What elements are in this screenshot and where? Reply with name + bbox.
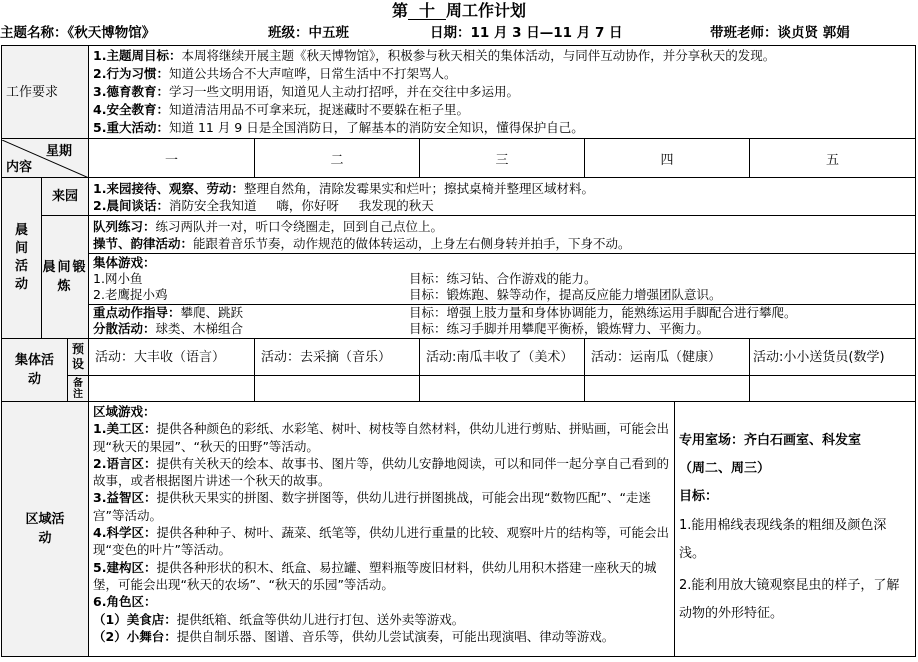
area-item: 1.美工区：提供各种颜色的彩纸、水彩笔、树叶、树枝等自然材料，供幼儿进行剪贴、拼贴画，可能会出现“秋天的果园”、“秋天的田野”等活动。	[93, 421, 669, 454]
week-number: 十	[408, 3, 446, 20]
games-head: 集体游戏：	[93, 255, 156, 270]
arrival-row	[2, 178, 916, 216]
area-content	[89, 402, 675, 657]
games-row	[2, 254, 916, 339]
area-activity-row	[2, 402, 916, 657]
day-friday: 五	[750, 139, 916, 178]
role-item: （1）美食店：提供纸箱、纸盒等供幼儿进行打包、送外卖等游戏。	[93, 611, 465, 627]
role-head: 6.角色区：	[93, 594, 157, 610]
title-suffix: 周工作计划	[446, 1, 527, 20]
activity-wednesday: 活动:南瓜丰收了（美术）	[420, 339, 585, 376]
special-room-content	[675, 402, 916, 657]
arrival-line: 1.来园接待、观察、劳动：整理自然角，清除发霉果实和烂叶；擦拭桌椅并整理区域材料。	[93, 180, 594, 196]
role-item: （2）小舞台：提供自制乐器、图谱、音乐等，供幼儿尝试演奏，可能出现演唱、律动等游戏。	[93, 628, 615, 644]
group-activity-row	[2, 339, 916, 376]
work-req-label-cell	[2, 46, 89, 139]
games-content	[89, 254, 916, 339]
work-req-label: 工作要求	[6, 84, 59, 100]
area-head: 区域游戏：	[93, 404, 156, 419]
arrival-label-cell	[42, 178, 89, 216]
morning-label: 晨间活动	[14, 223, 28, 292]
game-item: 2.老鹰捉小鸡 目标：锻炼跑、躲等动作，提高反应能力增强团队意识。	[93, 287, 722, 302]
preset-label-cell	[68, 339, 89, 376]
day-tuesday: 二	[255, 139, 420, 178]
note-label: 备注	[73, 377, 84, 400]
note-thursday	[585, 376, 750, 402]
area-item: 2.语言区：提供有关秋天的绘本、故事书、图片等，供幼儿安静地阅读，可以和同伴一起分享自己看到的故事，或者根据图片讲述一个秋天的故事。	[93, 455, 669, 489]
arrival-line: 2.晨间谈话：消防安全我知道 嗨，你好呀 我发现的秋天	[93, 197, 434, 213]
page-title	[0, 0, 918, 22]
activity-friday: 活动:小小送货员(数学)	[750, 339, 916, 376]
exercise-label-cell	[42, 216, 89, 339]
exercise-content	[89, 216, 916, 254]
day-wednesday: 三	[420, 139, 585, 178]
weekday-header-row	[2, 139, 916, 178]
work-requirements-row	[2, 46, 916, 139]
work-req-item: 5.重大活动：知道 11 月 9 日是全国消防日，了解基本的消防安全知识，懂得保护自己。	[93, 120, 584, 135]
goal-head: 目标：	[679, 489, 719, 504]
exercise-row	[2, 216, 916, 254]
date-range: 日期：11 月 3 日—11 月 7 日	[430, 25, 623, 41]
work-req-item: 1.主题周目标：本周将继续开展主题《秋天博物馆》，积极参与秋天相关的集体活动，与同伴互动协作，并分享秋天的发现。	[93, 48, 776, 63]
theme-name: 主题名称：《秋天博物馆》	[0, 25, 156, 41]
note-tuesday	[255, 376, 420, 402]
weekday-diagonal-cell	[2, 139, 89, 178]
work-req-content	[89, 46, 916, 139]
teachers: 带班老师：谈贞贤 郭娟	[710, 25, 850, 41]
guide-item: 重点动作指导：攀爬、跳跃 目标：增强上肢力量和身体协调能力，能熟练运用手脚配合进行攀爬。	[93, 305, 797, 320]
day-monday: 一	[89, 139, 255, 178]
note-wednesday	[420, 376, 585, 402]
guide-item: 分散活动：球类、木梯组合 目标：练习手脚并用攀爬平衡桥，锻炼臂力、平衡力。	[93, 321, 710, 336]
area-label-cell	[2, 402, 89, 657]
group-note-row	[2, 376, 916, 402]
week-label: 星期	[46, 144, 73, 159]
preset-label: 预设	[72, 342, 85, 371]
note-monday	[89, 376, 255, 402]
group-label: 集体活动	[14, 353, 54, 387]
note-label-cell	[68, 376, 89, 402]
title-prefix: 第	[391, 1, 408, 20]
content-label: 内容	[6, 160, 33, 175]
work-req-item: 2.行为习惯：知道公共场合不大声喧哗，日常生活中不打架骂人。	[93, 66, 457, 81]
goal-item: 2.能利用放大镜观察昆虫的样子，了解动物的外形特征。	[679, 578, 900, 621]
exercise-label: 晨间锻炼	[42, 260, 88, 294]
work-req-item: 3.德育教育：学习一些文明用语，知道见人主动打招呼，并在交往中多运用。	[93, 84, 519, 99]
area-item: 5.建构区：提供各种形状的积木、纸盒、易拉罐、塑料瓶等废旧材料，供幼儿用积木搭建一座秋天的城堡，可能会出现“秋天的农场”、“秋天的乐园”等活动。	[93, 559, 657, 592]
area-item: 4.科学区：提供各种种子、树叶、蔬菜、纸笔等，供幼儿进行重量的比较、观察叶片的结构等，可能会出现“变色的叶片”等活动。	[93, 525, 669, 558]
class-name: 班级：中五班	[268, 25, 349, 41]
group-label-cell	[2, 339, 68, 402]
game-item: 1.网小鱼 目标：练习钻、合作游戏的能力。	[93, 271, 597, 286]
morning-label-cell	[2, 178, 42, 339]
activity-tuesday: 活动：去采摘（音乐）	[255, 339, 420, 376]
special-room-head: 专用室场：齐白石画室、科发室	[679, 433, 862, 448]
arrival-label: 来园	[52, 189, 79, 204]
day-thursday: 四	[585, 139, 750, 178]
exercise-line: 队列练习：练习两队并一对，听口令绕圈走，回到自己点位上。	[93, 218, 444, 234]
activity-monday: 活动：大丰收（语言）	[89, 339, 255, 376]
note-friday	[750, 376, 916, 402]
arrival-content	[89, 178, 916, 216]
plan-table	[1, 45, 916, 657]
area-item: 3.益智区：提供秋天果实的拼图、数字拼图等，供幼儿进行拼图挑战，可能会出现“数物匹配”、“走迷宫”等活动。	[93, 490, 651, 523]
area-label: 区域活动	[25, 512, 65, 546]
special-room-days: （周二、周三）	[679, 461, 771, 476]
work-req-item: 4.安全教育：知道清洁用品不可拿来玩，捉迷藏时不要躲在柜子里。	[93, 102, 469, 117]
plan-header	[0, 22, 918, 44]
exercise-line: 操节、韵律活动：能跟着音乐节奏，动作规范的做体转运动，上身左右侧身转并拍手，下身不动。	[93, 235, 631, 251]
goal-item: 1.能用棉线表现线条的粗细及颜色深浅。	[679, 518, 887, 561]
activity-thursday: 活动：运南瓜（健康）	[585, 339, 750, 376]
